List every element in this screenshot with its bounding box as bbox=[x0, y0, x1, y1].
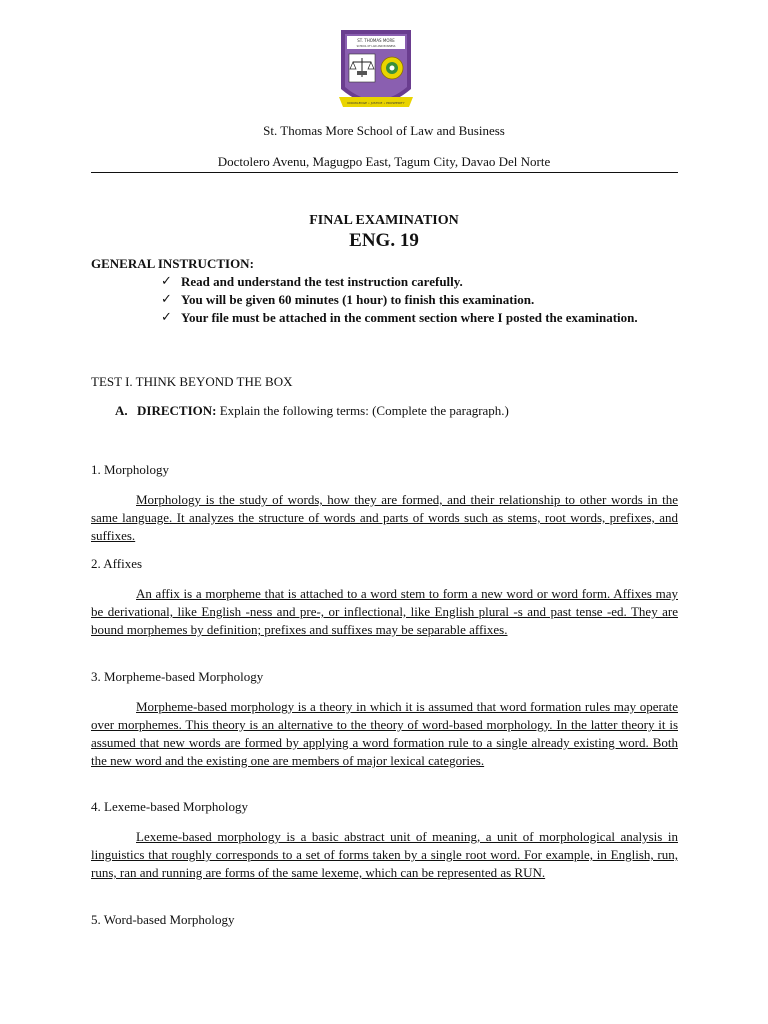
test-heading: TEST I. THINK BEYOND THE BOX bbox=[91, 374, 293, 389]
exam-title: FINAL EXAMINATION bbox=[309, 213, 459, 228]
term-title: 5. Word-based Morphology bbox=[91, 912, 235, 927]
checkmark-icon: ✓ bbox=[161, 292, 172, 307]
instruction-list bbox=[161, 273, 678, 327]
direction-label: DIRECTION: bbox=[137, 403, 217, 418]
logo-motto: KNOWLEDGE • JUSTICE • PROSPERITY bbox=[347, 101, 405, 105]
instruction-text: You will be given 60 minutes (1 hour) to finish this examination. bbox=[181, 292, 535, 307]
checkmark-icon: ✓ bbox=[161, 310, 172, 325]
term-answer: Morphology is the study of words, how they are formed, and their relationship to other words in the same language. It analyzes the structure of words and parts of words such as stems, root words, prefixes, and suffixes. bbox=[91, 492, 678, 543]
term-title: 3. Morpheme-based Morphology bbox=[91, 669, 264, 684]
term-title: 4. Lexeme-based Morphology bbox=[91, 799, 249, 814]
term-title: 1. Morphology bbox=[91, 462, 169, 477]
school-name: St. Thomas More School of Law and Business bbox=[263, 123, 505, 138]
direction-text: Explain the following terms: (Complete the paragraph.) bbox=[216, 403, 509, 418]
direction bbox=[115, 403, 509, 419]
instruction-item bbox=[161, 309, 678, 327]
instruction-text: Your file must be attached in the comment section where I posted the examination. bbox=[181, 310, 638, 325]
general-instruction-heading: GENERAL INSTRUCTION: bbox=[91, 256, 254, 271]
header-divider bbox=[91, 172, 678, 173]
term-answer: Lexeme-based morphology is a basic abstract unit of meaning, a unit of morphological analysis in linguistics that roughly corresponds to a set of forms taken by a single root word. For example, in English, run, runs, ran and running are forms of the same lexeme, which can be represented as RUN. bbox=[91, 829, 678, 880]
term-title: 2. Affixes bbox=[91, 556, 143, 571]
school-address: Doctolero Avenu, Magugpo East, Tagum City, Davao Del Norte bbox=[217, 154, 551, 169]
logo-sub-text: SCHOOL OF LAW AND BUSINESS bbox=[356, 45, 396, 48]
term-answer: Morpheme-based morphology is a theory in which it is assumed that word formation rules may operate over morphemes. This theory is an alternative to the theory of word-based morphology. In the latter theory it is assumed that new words are formed by applying a word formation rule to a single already existing word. Both the new word and the existing one are members of major lexical categories. bbox=[91, 699, 678, 768]
direction-letter: A. bbox=[115, 403, 128, 418]
instruction-item bbox=[161, 273, 678, 291]
checkmark-icon: ✓ bbox=[161, 274, 172, 289]
instruction-text: Read and understand the test instruction carefully. bbox=[181, 274, 463, 289]
logo-top-text: ST. THOMAS MORE bbox=[357, 38, 395, 43]
instruction-item bbox=[161, 291, 678, 309]
course-code: ENG. 19 bbox=[349, 230, 419, 251]
term-answer: An affix is a morpheme that is attached to a word stem to form a new word or word form. Affixes may be derivational, like English -ness and pre-, or inflectional, like English plural -s and past tense -ed. They are bound morphemes by definition; prefixes and suffixes may be separable affixes. bbox=[91, 586, 678, 637]
school-logo bbox=[337, 27, 415, 121]
